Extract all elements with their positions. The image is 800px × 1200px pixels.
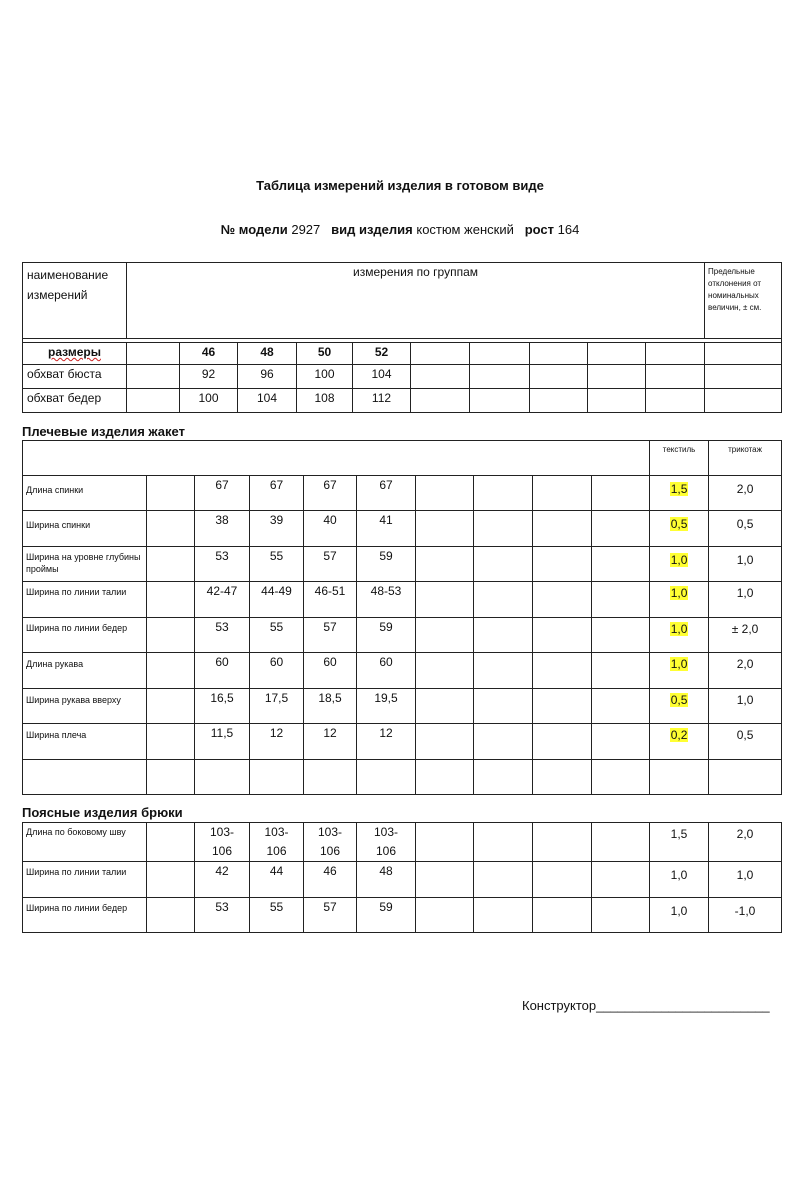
row-label: Ширина по линии бедер bbox=[23, 898, 147, 933]
value-cell: 103-106 bbox=[357, 823, 416, 862]
value-cell: 67 bbox=[357, 476, 416, 511]
textile-tolerance: 1,0 bbox=[650, 862, 709, 898]
model-value: 2927 bbox=[291, 222, 321, 237]
value-cell: 59 bbox=[357, 618, 416, 653]
header-name: наименование измерений bbox=[23, 263, 127, 339]
model-label: № модели bbox=[220, 222, 288, 237]
page-title: Таблица измерений изделия в готовом виде bbox=[256, 178, 544, 193]
table-row bbox=[23, 823, 782, 862]
section-title-trousers: Поясные изделия брюки bbox=[22, 805, 183, 820]
knit-tolerance: 1,0 bbox=[709, 862, 782, 898]
value-cell: 112 bbox=[353, 389, 411, 413]
table-row bbox=[23, 862, 782, 898]
trousers-table bbox=[22, 822, 782, 933]
header-tolerance: Предельные отклонения от номинальных величин, ± см. bbox=[705, 263, 782, 339]
value-cell: 108 bbox=[297, 389, 353, 413]
row-label: Ширина на уровне глубины проймы bbox=[23, 547, 147, 582]
value-cell: 41 bbox=[357, 511, 416, 547]
value-cell: 103-106 bbox=[195, 823, 250, 862]
value-cell: 100 bbox=[297, 365, 353, 389]
value-cell: 55 bbox=[250, 618, 304, 653]
value-cell: 100 bbox=[180, 389, 238, 413]
row-label: Длина спинки bbox=[23, 476, 147, 511]
value-cell: 48 bbox=[357, 862, 416, 898]
value-cell: 60 bbox=[195, 653, 250, 689]
knit-tolerance: 1,0 bbox=[709, 547, 782, 582]
row-label: Длина по боковому шву bbox=[23, 823, 147, 862]
value-cell: 55 bbox=[250, 547, 304, 582]
knit-tolerance: -1,0 bbox=[709, 898, 782, 933]
value-cell: 104 bbox=[353, 365, 411, 389]
knit-tolerance: 0,5 bbox=[709, 511, 782, 547]
value-cell: 103-106 bbox=[250, 823, 304, 862]
value-cell: 46-51 bbox=[304, 582, 357, 618]
row-label: обхват бедер bbox=[23, 389, 127, 413]
value-cell: 57 bbox=[304, 898, 357, 933]
textile-tolerance: 0,5 bbox=[650, 511, 709, 547]
size-cell: 46 bbox=[180, 343, 238, 365]
table-row bbox=[23, 724, 782, 760]
textile-tolerance: 1,0 bbox=[650, 582, 709, 618]
textile-tolerance: 1,5 bbox=[650, 823, 709, 862]
knit-tolerance: 2,0 bbox=[709, 476, 782, 511]
row-label: Ширина спинки bbox=[23, 511, 147, 547]
row-label: Ширина по линии бедер bbox=[23, 618, 147, 653]
value-cell: 67 bbox=[195, 476, 250, 511]
table-row bbox=[23, 343, 782, 365]
table-row bbox=[23, 689, 782, 724]
row-label: Ширина по линии талии bbox=[23, 862, 147, 898]
table-row bbox=[23, 476, 782, 511]
textile-tolerance: 0,5 bbox=[650, 689, 709, 724]
col-knit: трикотаж bbox=[709, 441, 782, 476]
value-cell: 60 bbox=[304, 653, 357, 689]
value-cell: 44 bbox=[250, 862, 304, 898]
value-cell: 57 bbox=[304, 618, 357, 653]
row-label: Ширина по линии талии bbox=[23, 582, 147, 618]
col-textile: текстиль bbox=[650, 441, 709, 476]
value-cell: 53 bbox=[195, 547, 250, 582]
value-cell: 19,5 bbox=[357, 689, 416, 724]
signature-line: Конструктор________________________ bbox=[522, 998, 770, 1013]
value-cell: 12 bbox=[357, 724, 416, 760]
model-info bbox=[0, 222, 800, 237]
sizes-table bbox=[22, 262, 782, 413]
knit-tolerance: 0,5 bbox=[709, 724, 782, 760]
table-row bbox=[23, 618, 782, 653]
textile-tolerance: 0,2 bbox=[650, 724, 709, 760]
size-cell: 52 bbox=[353, 343, 411, 365]
knit-tolerance: 1,0 bbox=[709, 689, 782, 724]
value-cell: 48-53 bbox=[357, 582, 416, 618]
section-title-jacket: Плечевые изделия жакет bbox=[22, 424, 185, 439]
value-cell: 103-106 bbox=[304, 823, 357, 862]
value-cell: 59 bbox=[357, 898, 416, 933]
value-cell: 38 bbox=[195, 511, 250, 547]
value-cell: 92 bbox=[180, 365, 238, 389]
value-cell: 44-49 bbox=[250, 582, 304, 618]
textile-tolerance: 1,5 bbox=[650, 476, 709, 511]
table-row bbox=[23, 365, 782, 389]
table-row bbox=[23, 511, 782, 547]
header-groups: измерения по группам bbox=[127, 263, 705, 339]
row-label: Ширина рукава вверху bbox=[23, 689, 147, 724]
value-cell: 42-47 bbox=[195, 582, 250, 618]
jacket-table bbox=[22, 440, 782, 795]
knit-tolerance: 1,0 bbox=[709, 582, 782, 618]
value-cell: 18,5 bbox=[304, 689, 357, 724]
value-cell: 60 bbox=[357, 653, 416, 689]
type-value: костюм женский bbox=[416, 222, 514, 237]
value-cell: 46 bbox=[304, 862, 357, 898]
height-label: рост bbox=[524, 222, 555, 237]
value-cell: 96 bbox=[238, 365, 297, 389]
value-cell: 55 bbox=[250, 898, 304, 933]
knit-tolerance: 2,0 bbox=[709, 653, 782, 689]
knit-tolerance: 2,0 bbox=[709, 823, 782, 862]
table-row bbox=[23, 547, 782, 582]
textile-tolerance: 1,0 bbox=[650, 618, 709, 653]
height-value: 164 bbox=[557, 222, 580, 237]
table-row bbox=[23, 898, 782, 933]
textile-tolerance: 1,0 bbox=[650, 898, 709, 933]
textile-tolerance: 1,0 bbox=[650, 653, 709, 689]
value-cell: 53 bbox=[195, 898, 250, 933]
value-cell: 59 bbox=[357, 547, 416, 582]
row-label: Ширина плеча bbox=[23, 724, 147, 760]
value-cell: 53 bbox=[195, 618, 250, 653]
table-row bbox=[23, 582, 782, 618]
knit-tolerance: ± 2,0 bbox=[709, 618, 782, 653]
value-cell: 57 bbox=[304, 547, 357, 582]
size-cell: 48 bbox=[238, 343, 297, 365]
value-cell: 104 bbox=[238, 389, 297, 413]
value-cell: 17,5 bbox=[250, 689, 304, 724]
table-row bbox=[23, 653, 782, 689]
table-row bbox=[23, 389, 782, 413]
row-label: обхват бюста bbox=[23, 365, 127, 389]
row-label: Длина рукава bbox=[23, 653, 147, 689]
sizes-label: размеры bbox=[23, 343, 127, 365]
size-cell: 50 bbox=[297, 343, 353, 365]
value-cell: 42 bbox=[195, 862, 250, 898]
textile-tolerance: 1,0 bbox=[650, 547, 709, 582]
value-cell: 60 bbox=[250, 653, 304, 689]
value-cell: 40 bbox=[304, 511, 357, 547]
value-cell: 12 bbox=[304, 724, 357, 760]
value-cell: 16,5 bbox=[195, 689, 250, 724]
value-cell: 39 bbox=[250, 511, 304, 547]
value-cell: 67 bbox=[304, 476, 357, 511]
type-label: вид изделия bbox=[331, 222, 413, 237]
value-cell: 12 bbox=[250, 724, 304, 760]
value-cell: 67 bbox=[250, 476, 304, 511]
table-row-empty bbox=[23, 760, 782, 795]
value-cell: 11,5 bbox=[195, 724, 250, 760]
